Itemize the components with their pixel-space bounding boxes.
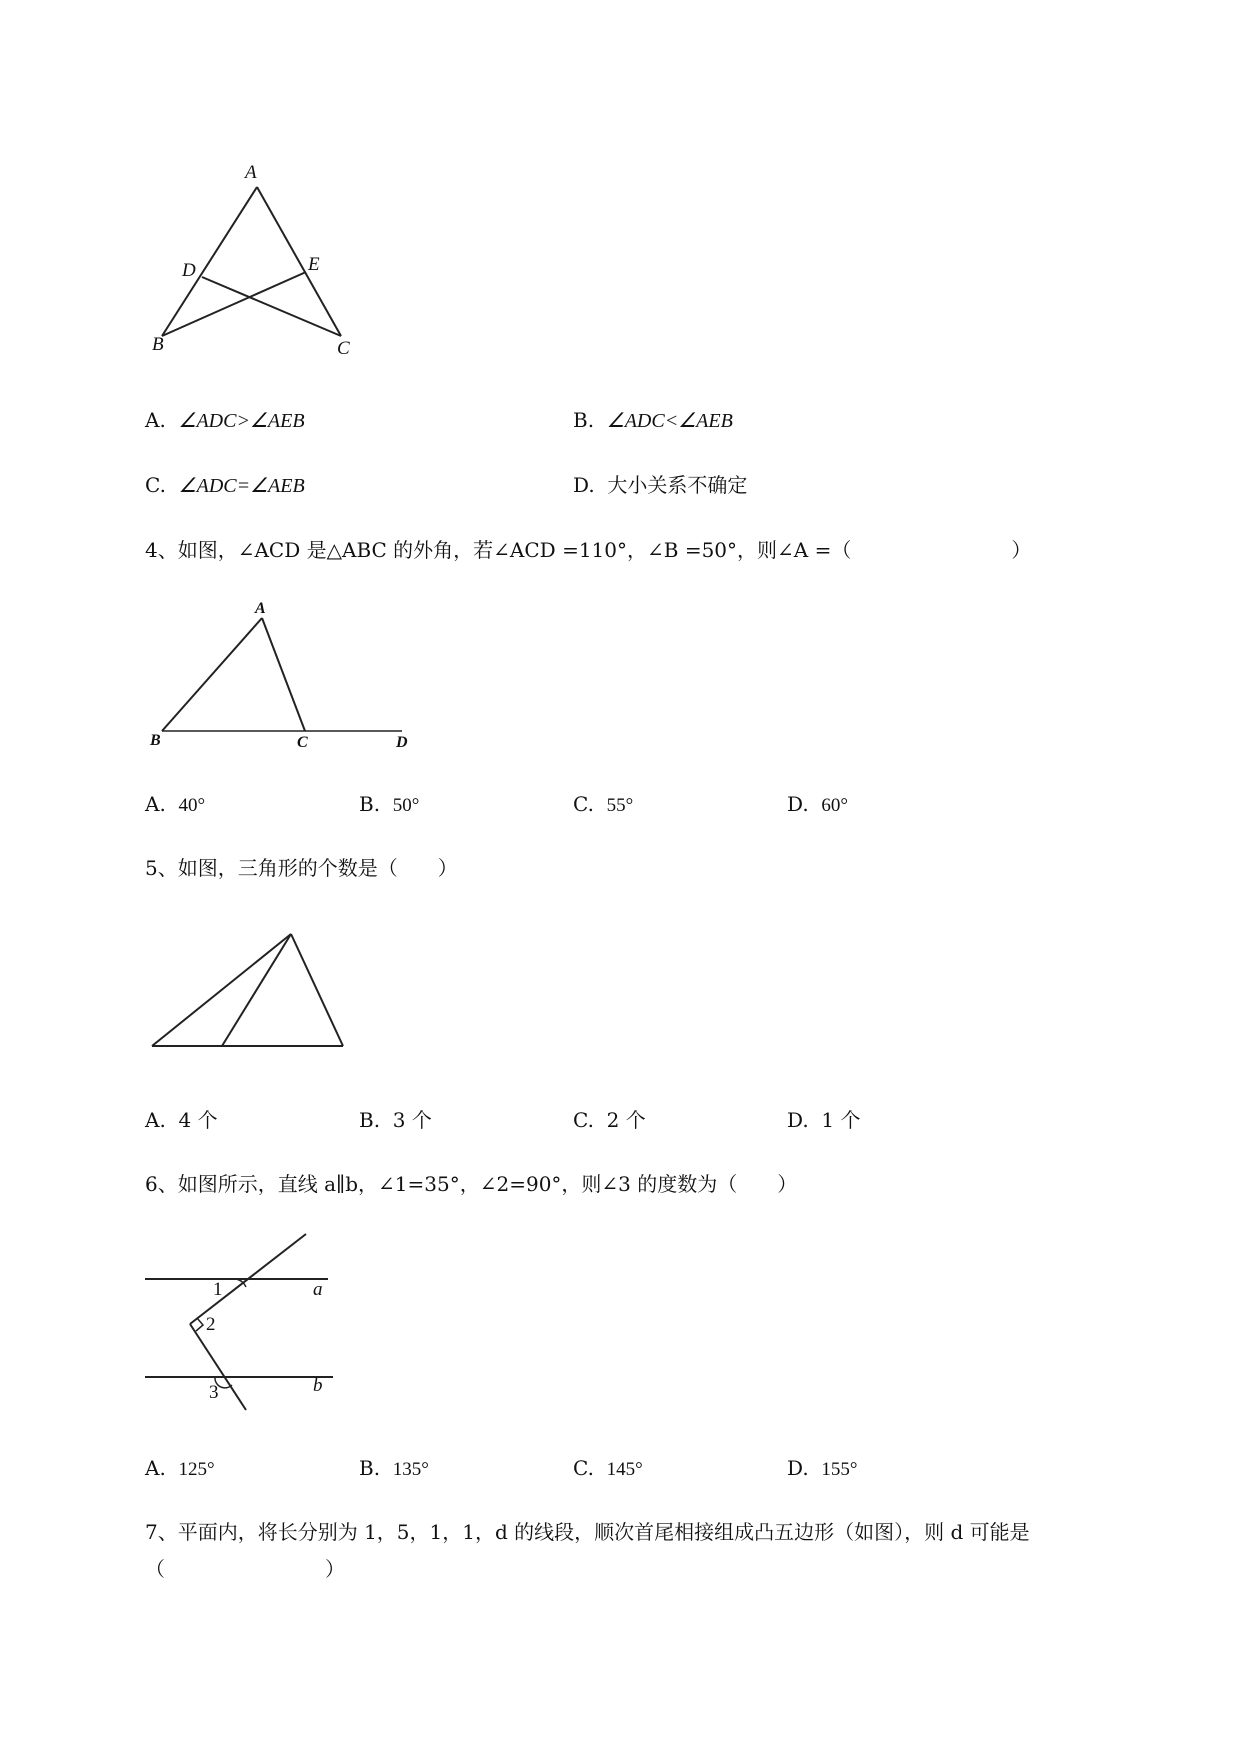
q5-option-d bbox=[787, 1108, 861, 1132]
option-text: 135° bbox=[392, 1459, 429, 1480]
q6-label-1: 1 bbox=[213, 1279, 223, 1300]
option-key: B. bbox=[359, 792, 381, 816]
q5-option-a bbox=[145, 1108, 218, 1132]
option-key: D. bbox=[787, 1456, 809, 1480]
q7-stem-line2: （ ） bbox=[145, 1557, 345, 1581]
option-text: 2 个 bbox=[606, 1108, 646, 1132]
q4-label-a: A bbox=[255, 600, 266, 617]
q3-option-c bbox=[145, 473, 305, 498]
q3-label-c: C bbox=[337, 338, 350, 359]
q4-label-b: B bbox=[150, 732, 161, 749]
option-text: 3 个 bbox=[392, 1108, 432, 1132]
option-key: C. bbox=[573, 792, 594, 816]
q4-stem: 4、如图，∠ACD 是△ABC 的外角，若∠ACD =110°，∠B =50°，则∠A =（ ） bbox=[145, 538, 1032, 562]
option-text: 60° bbox=[821, 795, 849, 816]
option-key: A. bbox=[145, 1456, 166, 1480]
option-text: 145° bbox=[606, 1459, 643, 1480]
q6-label-3: 3 bbox=[209, 1382, 219, 1403]
q6-label-a: a bbox=[313, 1279, 323, 1300]
option-text: 1 个 bbox=[821, 1108, 861, 1132]
q5-option-c bbox=[573, 1108, 646, 1132]
option-text: 4 个 bbox=[178, 1108, 218, 1132]
q7-stem-line1: 7、平面内，将长分别为 1，5，1，1，d 的线段，顺次首尾相接组成凸五边形（如图），则 d 可能是 bbox=[145, 1520, 1030, 1544]
q6-option-b bbox=[359, 1456, 429, 1482]
q6-option-a bbox=[145, 1456, 215, 1482]
q4-option-d bbox=[787, 792, 848, 818]
q3-label-a: A bbox=[245, 162, 257, 183]
option-text: 大小关系不确定 bbox=[607, 473, 748, 497]
option-text: 50° bbox=[392, 795, 420, 816]
q6-angle1-arc bbox=[236, 1279, 246, 1287]
q4-option-b bbox=[359, 792, 419, 818]
q6-label-b: b bbox=[313, 1375, 323, 1396]
option-key: B. bbox=[359, 1108, 381, 1132]
option-text: 55° bbox=[606, 795, 634, 816]
option-key: C. bbox=[573, 1456, 594, 1480]
q5-left-side bbox=[152, 934, 291, 1046]
option-key: B. bbox=[573, 408, 595, 432]
option-text: ∠ADC>∠AEB bbox=[178, 410, 305, 432]
option-text: ∠ADC=∠AEB bbox=[178, 475, 305, 497]
q3-label-e: E bbox=[308, 254, 320, 275]
q5-stem: 5、如图，三角形的个数是（ ） bbox=[145, 856, 458, 880]
option-key: C. bbox=[573, 1108, 594, 1132]
q3-side-ac bbox=[257, 187, 341, 336]
q3-side-ab bbox=[162, 187, 257, 336]
q3-label-d: D bbox=[182, 260, 196, 281]
q4-label-c: C bbox=[297, 734, 308, 751]
option-key: D. bbox=[787, 1108, 809, 1132]
q3-label-b: B bbox=[152, 334, 164, 355]
q6-right-angle-mark bbox=[196, 1318, 203, 1331]
q6-stem: 6、如图所示，直线 a∥b，∠1=35°，∠2=90°，则∠3 的度数为（ ） bbox=[145, 1172, 798, 1196]
q4-option-a bbox=[145, 792, 205, 818]
option-key: B. bbox=[359, 1456, 381, 1480]
option-key: A. bbox=[145, 1108, 166, 1132]
q5-option-b bbox=[359, 1108, 432, 1132]
q6-option-c bbox=[573, 1456, 643, 1482]
q3-option-b bbox=[573, 408, 733, 433]
q5-inner-segment bbox=[222, 934, 291, 1046]
option-key: D. bbox=[573, 473, 595, 497]
q4-option-c bbox=[573, 792, 633, 818]
option-text: 155° bbox=[821, 1459, 858, 1480]
option-text: 125° bbox=[178, 1459, 215, 1480]
q4-side-ac bbox=[262, 618, 305, 731]
q4-label-d: D bbox=[396, 734, 408, 751]
q4-side-ab bbox=[162, 618, 262, 731]
option-text: 40° bbox=[178, 795, 206, 816]
option-text: ∠ADC<∠AEB bbox=[606, 410, 733, 432]
q3-segment-dc bbox=[202, 277, 341, 336]
option-key: A. bbox=[145, 408, 166, 432]
option-key: D. bbox=[787, 792, 809, 816]
q6-label-2: 2 bbox=[206, 1314, 216, 1335]
q3-option-d bbox=[573, 473, 747, 497]
q5-right-side bbox=[291, 934, 343, 1046]
q6-transversal-upper bbox=[190, 1234, 306, 1324]
q6-option-d bbox=[787, 1456, 858, 1482]
q3-option-a bbox=[145, 408, 305, 433]
option-key: A. bbox=[145, 792, 166, 816]
option-key: C. bbox=[145, 473, 166, 497]
